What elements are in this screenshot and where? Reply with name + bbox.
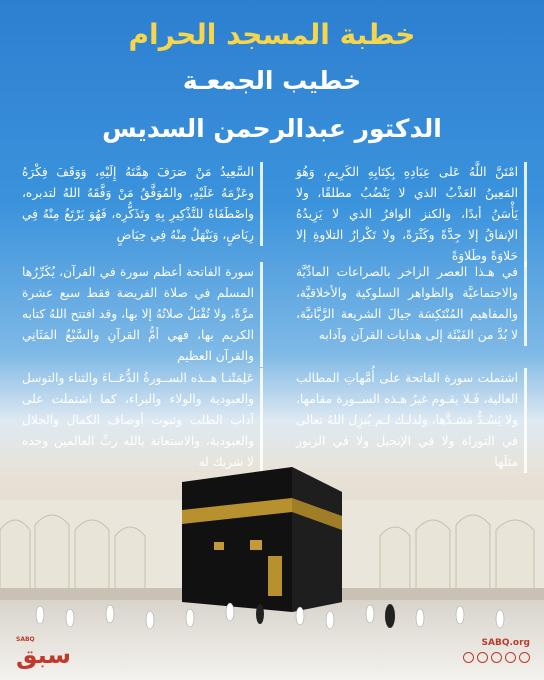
preacher-name: الدكتور عبدالرحمن السديس xyxy=(102,114,442,143)
sabq-logo[interactable] xyxy=(16,636,71,667)
snapchat-icon[interactable] xyxy=(463,652,474,663)
twitter-icon[interactable] xyxy=(505,652,516,663)
logo-main-text: سبق xyxy=(16,641,72,669)
subtitle-preacher-role: خطيب الجمعـة xyxy=(182,66,362,95)
paragraph-right-2: في هـذا العصر الزاخر بالصراعات المادِّيَّة والاجتماعيَّة والظواهر السلوكية والأخلاقيَّة، والمفاهيم المُنْتَكِسَة جيالَ الشريعة الرَّبَّانيَّة، لا بُدَّ من الفَيْئَة إلى هدايات القرآن وآدابه xyxy=(296,262,527,346)
paragraph-right-3: اشتملت سورة الفاتحة على أُمَّهاتِ المطالب العالية، فَـلا يقـوم غيرُ هـذه الســورة مقامها، ولا يَسُـدُّ مَسَـدَّها، ولذلـك لـم يُنزِل اللهُ تعالى في التوراة ولا في الإنجيل ولا في الزبور مثلَها xyxy=(296,368,527,473)
paragraph-left-2: سورة الفاتحة أعظم سورة في القرآن، يُكَرِّرُها المسلم في صلاة الفريضة فقط سبع عشرة مرَّةً، ولا تُقْبَلُ صلاتُهُ إلا بها، وقد افتتح اللهُ كتابه الكريم بها، فهي أمُّ القرآنِ والسَّبْعُ المَثَانِي والقرآن العظيم xyxy=(22,262,263,367)
instagram-icon[interactable] xyxy=(477,652,488,663)
social-icons xyxy=(463,652,530,663)
paragraph-right-1: امْتَنَّ اللَّهُ عَلى عِبَادِهِ بِكِتَابِهِ الكَرِيمِ، وَهُوَ المَعِينُ العَذْبُ الذي لا يَنْضُبُ مطلقًا، ولا يَأْسَنُ أبدًا، والكنز الوافرُ الذي لا يَزِيدُهُ الإنفاقُ إلا جِدَّةً وكَثْرَةً، ولا تَكْرارُ التلاوةِ إلا حَلاوَةً وطَلاوَةً xyxy=(296,162,527,267)
paragraph-left-1: السَّعِيدُ مَنْ صَرَفَ هِمَّتَهُ إِلَيْهِ، وَوَقَفَ فِكْرَهُ وعَزْمَهُ عَلَيْهِ، والمُوَفَّقُ مَنْ وَفَّقَهُ اللهُ لتدبره، واصْطَفَاهُ للتَّذْكِيرِ بِهِ وتَذَكُّرِه، فَهُوَ يَرْتَعُ مِنْهُ فِي رِيَاضٍ، وَيَنْهَلُ مِنْهُ فِي حِيَاضٍ xyxy=(22,162,263,246)
facebook-icon[interactable] xyxy=(519,652,530,663)
logo-small-text: SABQ xyxy=(16,636,35,643)
paragraph-left-3: عَلِمَتْنـا هــذه الســورةُ الدُّعَــاءَ والثناء والتوسل والعبودية والولاء والبراء، كما اشتملت على آداب الطلب وثبوت أوصاف الكمال والجلال والعبودية، والاستعانة بالله ربِّ العالمين وحده لا شريك له xyxy=(22,368,263,473)
title-main: خطبة المسجد الحرام xyxy=(128,18,416,51)
pilgrims-crowd xyxy=(0,590,544,640)
youtube-icon[interactable] xyxy=(491,652,502,663)
site-url[interactable]: SABQ.org xyxy=(481,638,530,648)
kaaba xyxy=(172,452,352,612)
